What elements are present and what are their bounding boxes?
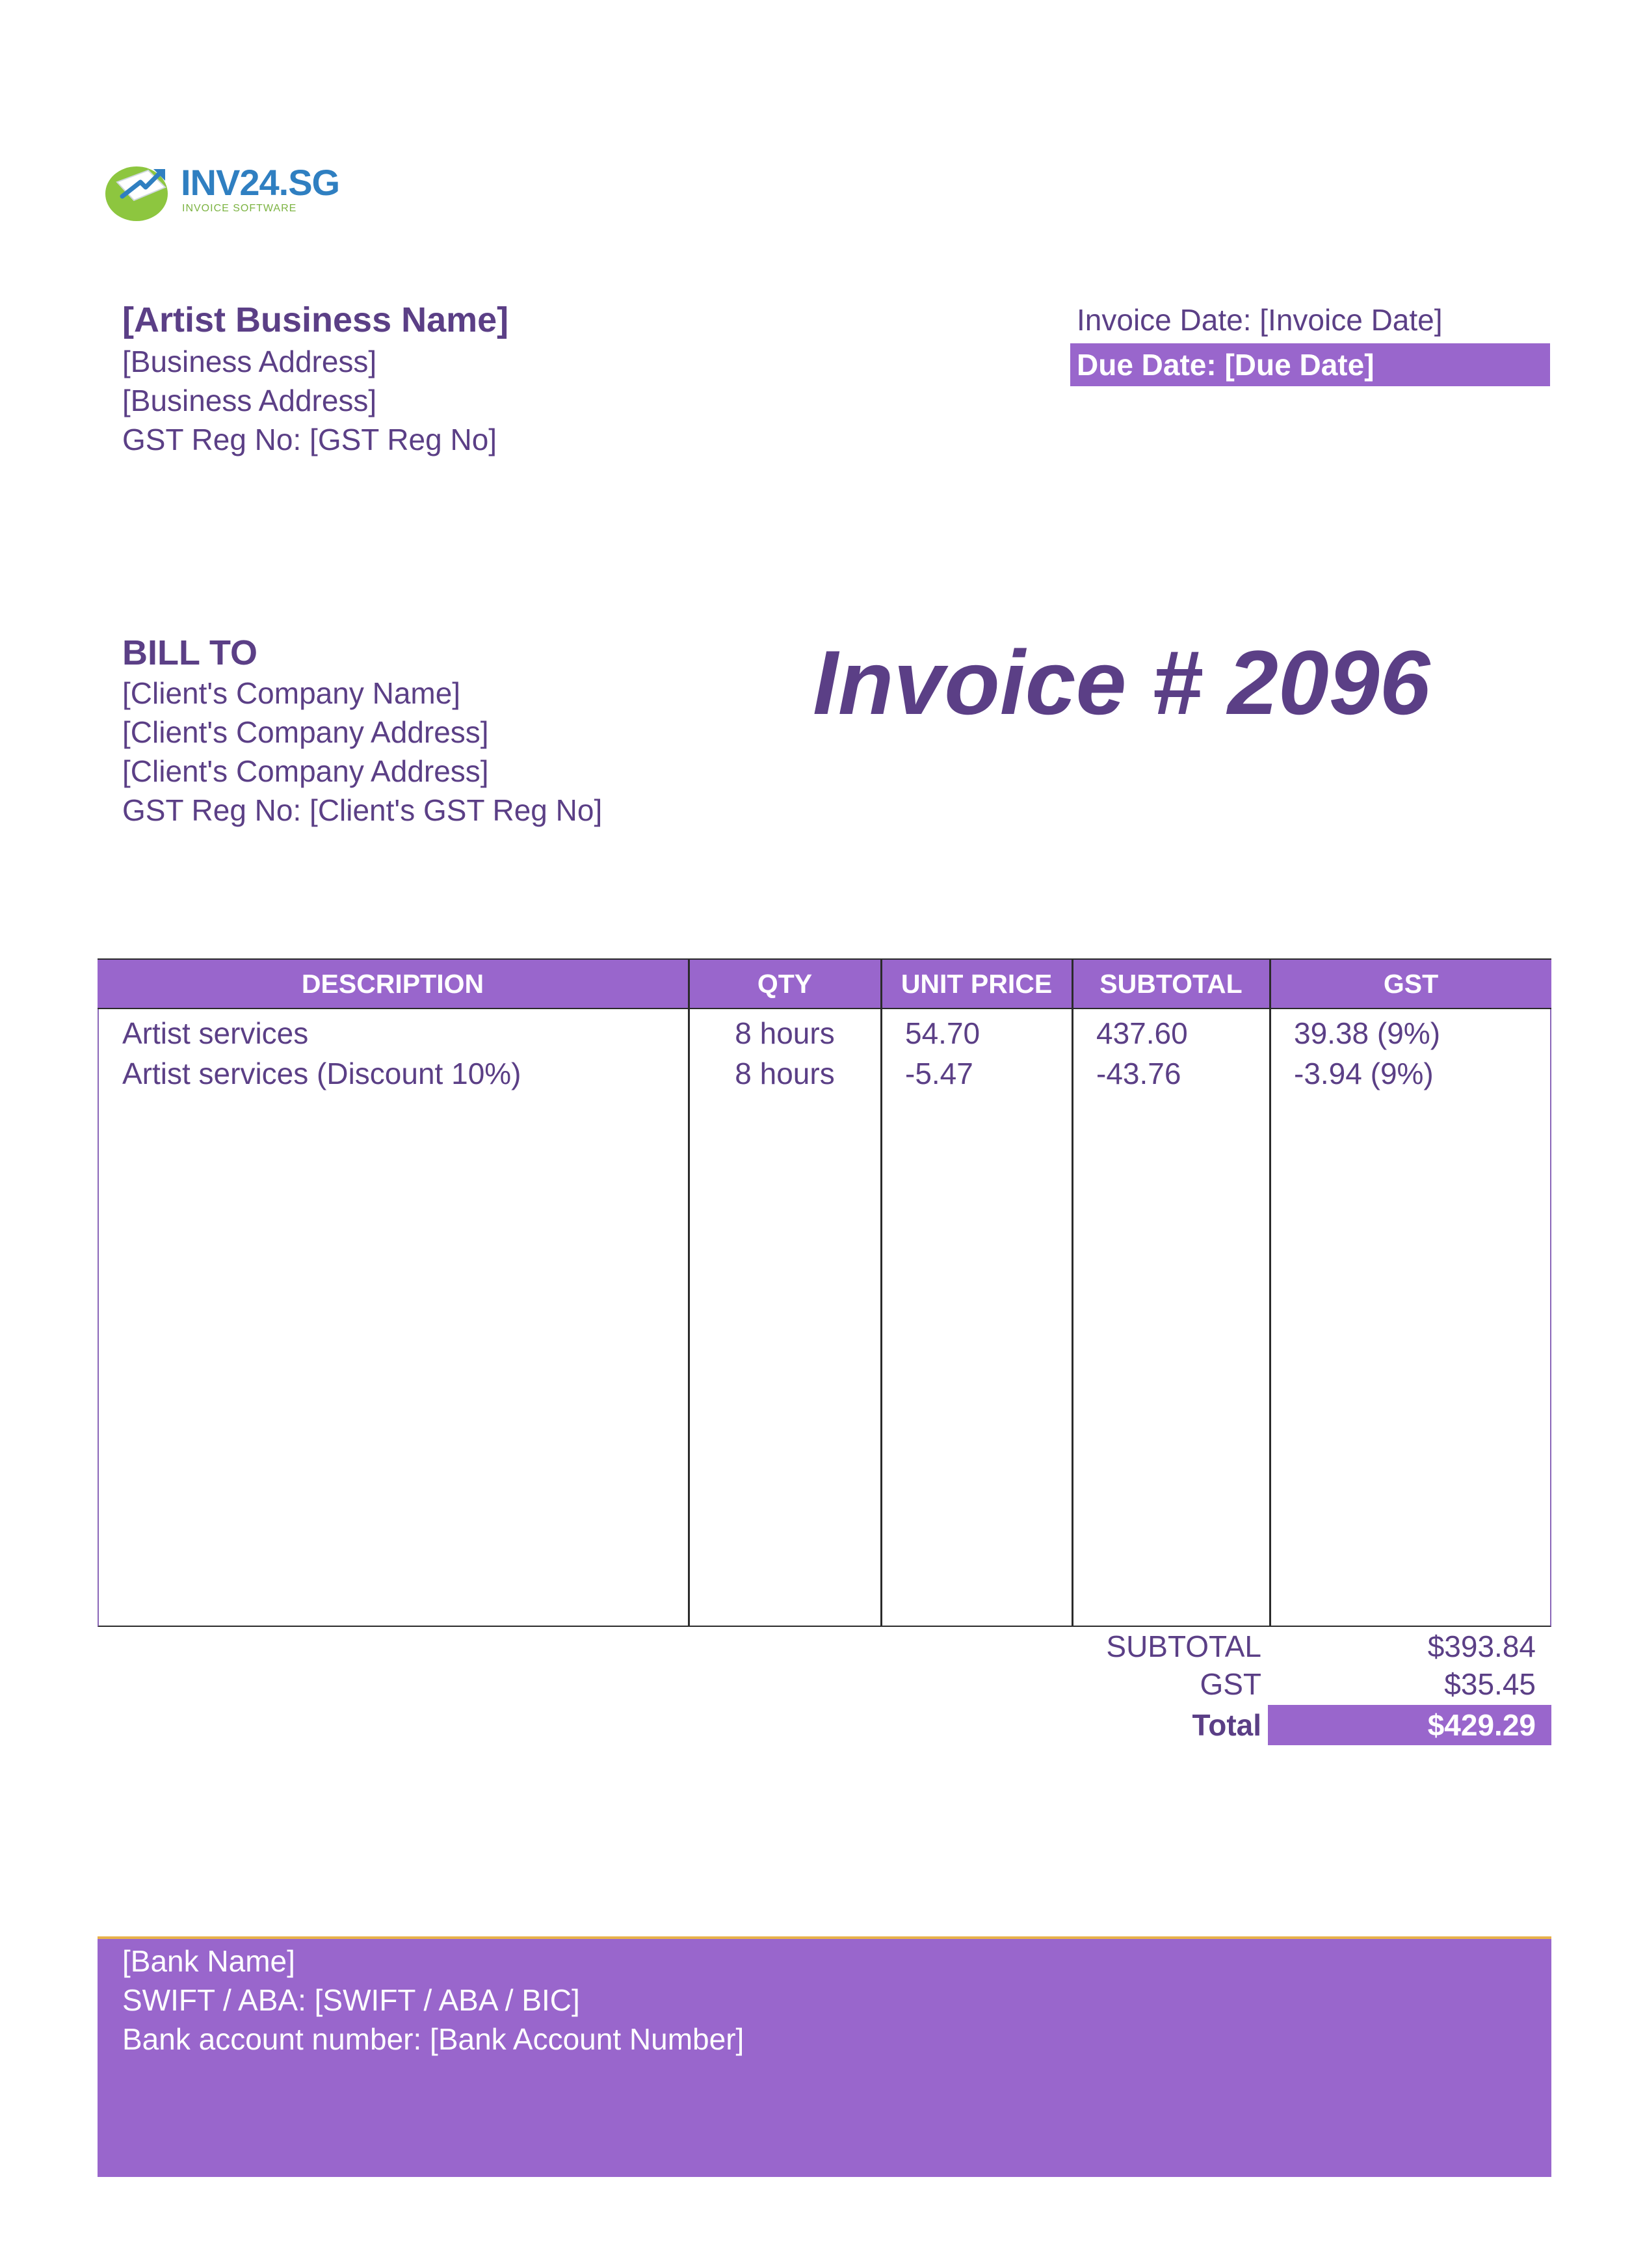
logo-brand-text: INV24.SG xyxy=(181,162,340,203)
subtotal-value: $393.84 xyxy=(1427,1629,1536,1663)
bank-name: [Bank Name] xyxy=(122,1944,295,1978)
seller-address-line-1: [Business Address] xyxy=(122,345,377,378)
row-2-gst: -3.94 (9%) xyxy=(1294,1057,1434,1090)
seller-info xyxy=(122,298,508,459)
client-gst-reg: GST Reg No: [Client's GST Reg No] xyxy=(122,793,603,827)
logo-tagline: INVOICE SOFTWARE xyxy=(182,203,297,214)
bank-details xyxy=(98,1936,1551,2177)
column-header-gst: GST xyxy=(1383,969,1439,999)
row-1-description: Artist services xyxy=(122,1016,309,1050)
bank-swift: SWIFT / ABA: [SWIFT / ABA / BIC] xyxy=(122,1983,580,2017)
column-header-unit-price: UNIT PRICE xyxy=(901,969,1053,999)
client-address-line-2: [Client's Company Address] xyxy=(122,754,489,788)
line-items-table xyxy=(98,958,1551,1627)
gst-label: GST xyxy=(1200,1667,1261,1701)
bank-account-number: Bank account number: [Bank Account Number] xyxy=(122,2022,744,2056)
company-logo xyxy=(103,156,340,224)
invoice-title: Invoice # 2096 xyxy=(813,631,1430,733)
seller-gst-reg: GST Reg No: [GST Reg No] xyxy=(122,423,497,456)
total-value: $429.29 xyxy=(1427,1708,1536,1742)
row-1-subtotal: 437.60 xyxy=(1096,1016,1188,1050)
subtotal-label: SUBTOTAL xyxy=(1106,1629,1261,1663)
invoice-dates xyxy=(1070,300,1550,386)
logo-mark-icon xyxy=(103,156,178,224)
row-1-unit-price: 54.70 xyxy=(905,1016,980,1050)
seller-name: [Artist Business Name] xyxy=(122,300,509,339)
invoice-date: Invoice Date: [Invoice Date] xyxy=(1077,303,1443,337)
row-2-unit-price: -5.47 xyxy=(905,1057,973,1090)
column-header-description: DESCRIPTION xyxy=(301,969,484,999)
column-divider xyxy=(1269,958,1271,1626)
client-company-name: [Client's Company Name] xyxy=(122,676,461,710)
total-label: Total xyxy=(1192,1708,1261,1742)
bill-to xyxy=(122,632,602,830)
row-2-description: Artist services (Discount 10%) xyxy=(122,1057,521,1090)
client-address-line-1: [Client's Company Address] xyxy=(122,715,489,749)
seller-address-line-2: [Business Address] xyxy=(122,384,377,417)
column-divider xyxy=(1072,958,1073,1626)
column-header-subtotal: SUBTOTAL xyxy=(1099,969,1243,999)
due-date: Due Date: [Due Date] xyxy=(1070,343,1550,386)
gst-value: $35.45 xyxy=(1444,1667,1536,1701)
table-header xyxy=(98,958,1551,1009)
row-2-qty: 8 hours xyxy=(735,1057,835,1090)
row-1-qty: 8 hours xyxy=(735,1016,835,1050)
row-2-subtotal: -43.76 xyxy=(1096,1057,1181,1090)
row-1-gst: 39.38 (9%) xyxy=(1294,1016,1441,1050)
bill-to-heading: BILL TO xyxy=(122,633,258,672)
column-header-qty: QTY xyxy=(757,969,813,999)
